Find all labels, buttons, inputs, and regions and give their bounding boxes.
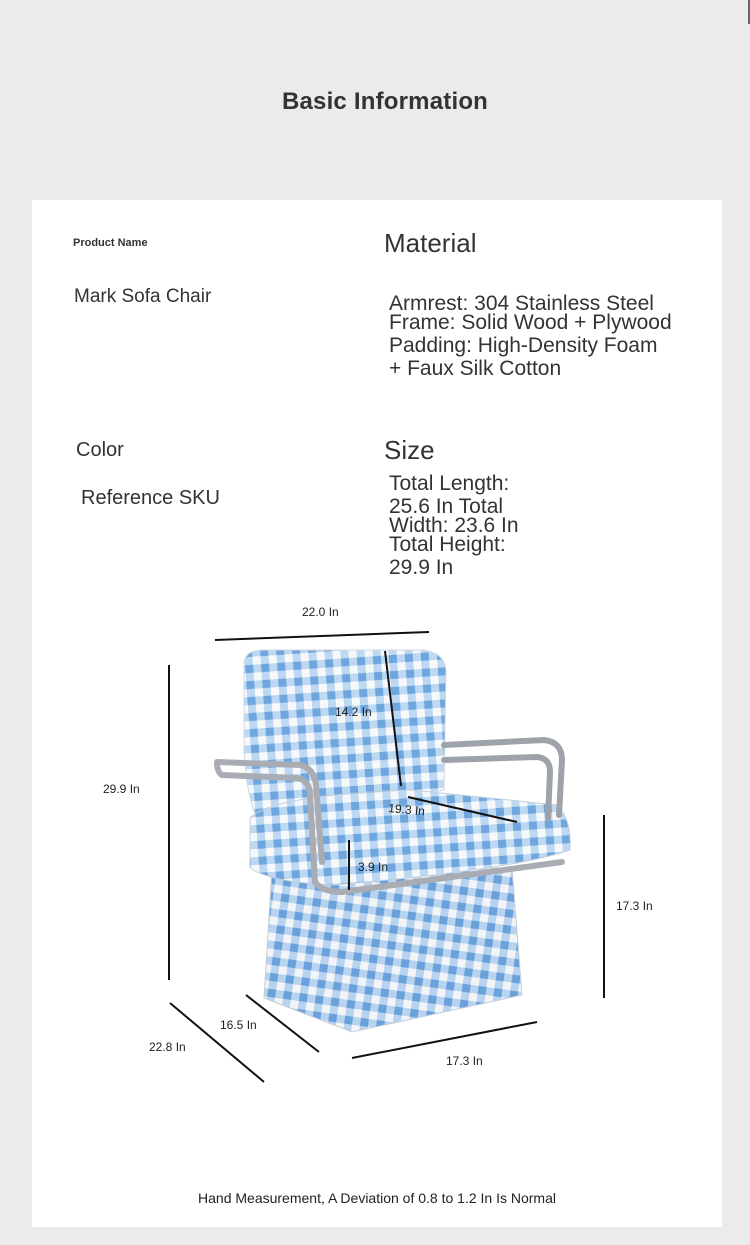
color-heading: Color [76, 439, 124, 461]
label-base-depth: 16.5 In [220, 1018, 257, 1032]
material-line: + Faux Silk Cotton [389, 357, 562, 380]
label-seat-height: 17.3 In [616, 899, 653, 913]
material-details [389, 293, 672, 380]
size-line: Total Length: [389, 472, 510, 495]
chair-illustration [217, 650, 570, 1032]
size-details [389, 473, 519, 579]
page-title: Basic Information [281, 88, 489, 115]
info-card [32, 200, 722, 1227]
product-name-value: Mark Sofa Chair [74, 286, 212, 307]
color-value: Reference SKU [81, 487, 220, 509]
material-line: Armrest: 304 Stainless Steel [389, 292, 654, 315]
label-back-height: 14.2 In [335, 705, 372, 719]
chair-base [264, 868, 522, 1032]
label-base-width: 17.3 In [446, 1054, 483, 1068]
label-total-height: 29.9 In [103, 782, 140, 796]
chair-dimension-diagram [32, 600, 722, 1120]
label-cushion-thickness: 3.9 In [358, 860, 389, 874]
size-line: Total Height: [389, 533, 506, 556]
dim-line-base-width [352, 1022, 537, 1058]
label-top-width: 22.0 In [302, 605, 339, 619]
size-heading: Size [384, 435, 435, 465]
material-heading: Material [384, 228, 477, 258]
label-total-depth: 22.8 In [149, 1040, 186, 1054]
size-line: Width: 23.6 In [389, 514, 519, 537]
size-line: 25.6 In Total [389, 495, 504, 518]
material-line: Frame: Solid Wood + Plywood [389, 311, 672, 334]
size-line: 29.9 In [389, 556, 454, 579]
dim-line-top-width [215, 632, 429, 640]
product-name-label: Product Name [73, 237, 148, 249]
material-line: Padding: High-Density Foam [389, 334, 658, 357]
label-seat-depth: 19.3 In [387, 801, 426, 819]
measurement-note: Hand Measurement, A Deviation of 0.8 to 1.2 In Is Normal [198, 1190, 556, 1206]
